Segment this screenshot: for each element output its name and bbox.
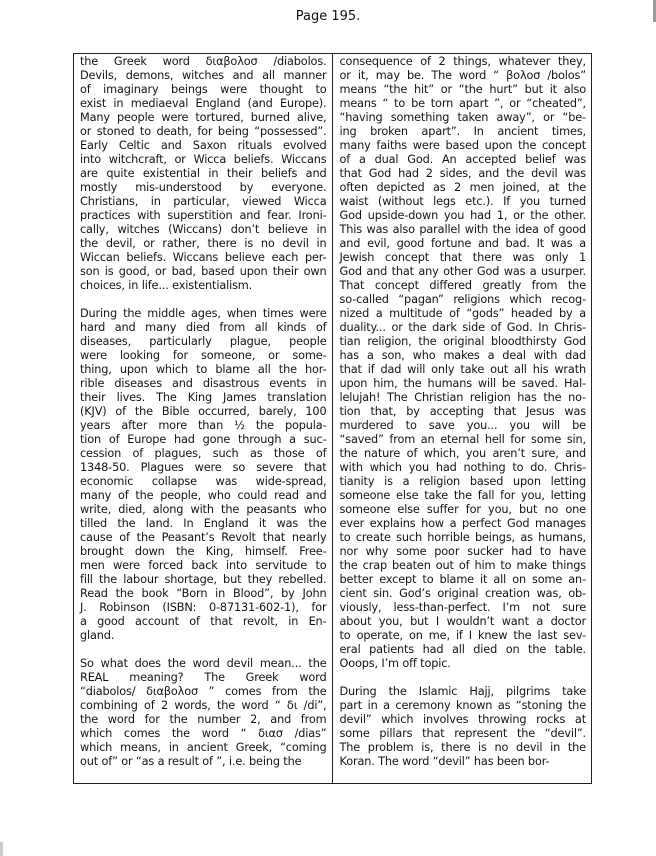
- text-line: means “the hit” or “the hurt” but it also: [339, 83, 586, 96]
- text-line: ever explains how a perfect God manages: [339, 517, 586, 530]
- text-line: tion of Europe had gone through a suc-: [80, 433, 327, 446]
- text-line: the crap beaten out of him to make things: [339, 559, 586, 572]
- text-line: mostly mis-understood by everyone.: [80, 181, 327, 194]
- text-line: hard and many died from all kinds of: [80, 321, 327, 334]
- text-line: some pillars that represent the “devil”.: [339, 727, 586, 740]
- two-column-text-box: [73, 53, 592, 784]
- text-line: the word for the number 2, and from: [80, 713, 327, 726]
- text-line: tian religion, the original bloodthirsty God: [339, 335, 586, 348]
- text-line: “saved” from an eternal hell for some sin,: [339, 433, 586, 446]
- paragraph: [80, 55, 327, 293]
- text-line: nized a multitude of “gods” headed by a: [339, 307, 586, 320]
- text-line: their lives. The King James translation: [80, 391, 327, 404]
- text-line: write, died, along with the peasants who: [80, 503, 327, 516]
- text-line: tilled the land. In England it was the: [80, 517, 327, 530]
- paragraph: [340, 55, 587, 671]
- text-line: to create such horrible beings, as humans,: [339, 531, 586, 544]
- text-line: son is good, or bad, based upon their own: [80, 265, 327, 278]
- text-line: J. Robinson (ISBN: 0-87131-602-1), for: [80, 601, 327, 614]
- text-line: Christians, in particular, viewed Wicca: [80, 195, 327, 208]
- left-column: [74, 54, 333, 783]
- text-line: Jewish concept that there was only 1: [339, 251, 586, 264]
- text-line: were looking for someone, or some-: [80, 349, 327, 362]
- text-line: exist in mediaeval England (and Europe).: [80, 97, 327, 110]
- paragraph: [80, 657, 327, 769]
- text-line: out of” or “as a result of ”, i.e. being the: [80, 755, 302, 768]
- paragraph-gap: [340, 671, 587, 685]
- text-line: has a son, who makes a deal with dad: [339, 349, 586, 362]
- text-line: duality... or the dark side of God. In Chris-: [339, 321, 586, 334]
- text-line: nor why some poor sucker had to have: [339, 545, 586, 558]
- text-line: viously, less-than-perfect. I’m not sure: [339, 601, 586, 614]
- page-number: Page 195.: [295, 9, 361, 24]
- text-line: fill the labour shortage, but they rebelled.: [80, 573, 327, 586]
- text-line: men were forced back into servitude to: [80, 559, 327, 572]
- text-line: a good account of that revolt, in En-: [80, 615, 327, 628]
- text-line: years after more than ½ the popula-: [80, 419, 327, 432]
- text-line: gland.: [80, 629, 115, 642]
- text-line: cient sin. God’s original creation was, ob-: [339, 587, 586, 600]
- text-line: economic collapse was wide-spread,: [80, 475, 327, 488]
- text-line: of a dual God. An accepted belief was: [339, 153, 586, 166]
- text-line: God upside-down you had 1, or the other.: [339, 209, 586, 222]
- text-line: many of the people, who could read and: [80, 489, 327, 502]
- text-line: someone else suffer for you, but no one: [339, 503, 586, 516]
- paragraph-gap: [80, 293, 327, 307]
- text-line: devil” which involves throwing rocks at: [339, 713, 586, 726]
- text-line: tianity is a religion based upon letting: [339, 475, 586, 488]
- text-line: the Greek word διαβολοσ /diabolos.: [80, 55, 327, 68]
- text-line: with which you had nothing to do. Chris-: [339, 461, 586, 474]
- text-line: Koran. The word “devil” has been bor-: [339, 755, 550, 768]
- text-line: cession of plagues, such as those of: [80, 447, 327, 460]
- text-line: “having something taken away”, or “be-: [339, 111, 586, 124]
- right-column: [333, 54, 592, 783]
- text-line: Devils, demons, witches and all manner: [80, 69, 327, 82]
- text-line: means “ to be torn apart ”, or “cheated”,: [339, 97, 586, 110]
- text-line: REAL meaning? The Greek word: [80, 671, 327, 684]
- text-line: the nature of which, you aren’t sure, and: [339, 447, 586, 460]
- text-line: about you, but I wouldn’t want a doctor: [339, 615, 586, 628]
- text-line: into witchcraft, or Wicca beliefs. Wiccans: [80, 153, 327, 166]
- text-line: Wiccan beliefs. Wiccans believe each per-: [80, 251, 327, 264]
- text-line: better except to blame it all on some an-: [339, 573, 586, 586]
- text-line: are quite existential in their beliefs and: [80, 167, 327, 180]
- text-line: During the middle ages, when times were: [80, 307, 327, 320]
- text-line: God and that any other God was a usurper.: [339, 265, 586, 278]
- text-line: waist (without legs etc.). If you turned: [339, 195, 586, 208]
- text-line: Ooops, I’m off topic.: [339, 657, 451, 670]
- text-line: cause of the Peasant’s Revolt that nearly: [80, 531, 327, 544]
- text-line: eral patients had all died on the table.: [339, 643, 586, 656]
- text-line: choices, in life... existentialism.: [80, 279, 253, 292]
- text-line: upon him, the humans will be saved. Hal-: [339, 377, 586, 390]
- text-line: During the Islamic Hajj, pilgrims take: [339, 685, 586, 698]
- text-line: cally, witches (Wiccans) don’t believe in: [80, 223, 327, 236]
- text-line: the devil, or rather, there is no devil in: [80, 237, 327, 250]
- paragraph: [340, 685, 587, 769]
- text-line: Many people were tortured, burned alive,: [80, 111, 327, 124]
- text-line: and evil, good fortune and bad. It was a: [339, 237, 586, 250]
- paragraph: [80, 307, 327, 643]
- text-line: combining of 2 words, the word “ δι /di”,: [80, 699, 327, 712]
- text-line: that God had 2 sides, and the devil was: [339, 167, 586, 180]
- text-line: rible diseases and disastrous events in: [80, 377, 327, 390]
- text-line: Read the book “Born in Blood”, by John: [80, 587, 327, 600]
- text-line: murdered to save you... you will be: [339, 419, 586, 432]
- text-line: Early Celtic and Saxon rituals evolved: [80, 139, 327, 152]
- text-line: so-called “pagan” religions which recog-: [339, 293, 586, 306]
- text-line: diseases, particularly plague, people: [80, 335, 327, 348]
- text-line: The problem is, there is no devil in the: [339, 741, 586, 754]
- text-line: tion that, by accepting that Jesus was: [339, 405, 586, 418]
- text-line: many faiths were based upon the concept: [339, 139, 586, 152]
- text-line: which comes the word “ διασ /dias”: [80, 727, 327, 740]
- scan-edge-mark: [0, 842, 3, 856]
- text-line: or it, may be. The word “ βολοσ /bolos”: [339, 69, 586, 82]
- text-line: part in a ceremony known as “stoning the: [339, 699, 586, 712]
- text-line: or stoned to death, for being “possessed”.: [80, 125, 327, 138]
- text-line: of imaginary beings were thought to: [80, 83, 327, 96]
- text-line: consequence of 2 things, whatever they,: [339, 55, 586, 68]
- text-line: often depicted as 2 men joined, at the: [339, 181, 586, 194]
- text-line: ing broken apart”. In ancient times,: [339, 125, 586, 138]
- text-line: someone else take the fall for you, letting: [339, 489, 586, 502]
- text-line: which means, in ancient Greek, “coming: [80, 741, 327, 754]
- text-line: This was also parallel with the idea of good: [339, 223, 586, 236]
- text-line: “diabolos/ διαβολοσ ” comes from the: [80, 685, 327, 698]
- text-line: lelujah! The Christian religion has the no-: [339, 391, 586, 404]
- paragraph-gap: [80, 643, 327, 657]
- text-line: to operate, on me, if I knew the last sev-: [339, 629, 586, 642]
- text-line: brought down the King, himself. Free-: [80, 545, 327, 558]
- text-line: 1348-50. Plagues were so severe that: [80, 461, 327, 474]
- text-line: practices with superstition and fear. Ironi-: [80, 209, 327, 222]
- text-line: So what does the word devil mean... the: [80, 657, 327, 670]
- text-line: That concept differed greatly from the: [339, 279, 586, 292]
- text-line: that if dad will only take out all his wrath: [339, 363, 586, 376]
- text-line: (KJV) of the Bible occurred, barely, 100: [80, 405, 327, 418]
- text-line: thing, upon which to blame all the hor-: [80, 363, 327, 376]
